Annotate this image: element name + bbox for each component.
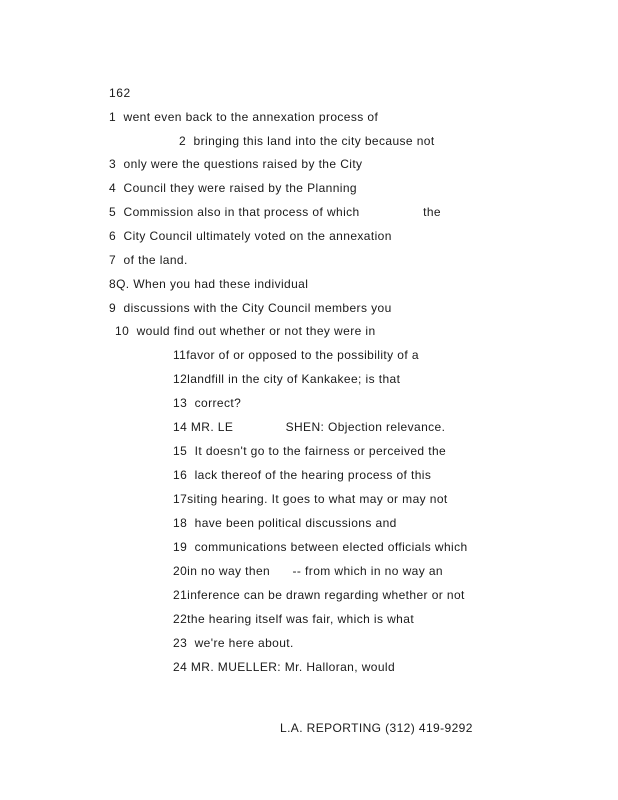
transcript-line: 13 correct? bbox=[173, 396, 242, 410]
transcript-line: 10 would find out whether or not they were in bbox=[115, 324, 376, 338]
transcript-line: 24 MR. MUELLER: Mr. Halloran, would bbox=[173, 660, 396, 674]
transcript-line: 15 It doesn't go to the fairness or perceived the bbox=[173, 444, 447, 458]
transcript-line: 2 bringing this land into the city because not bbox=[179, 134, 435, 148]
transcript-line: 11favor of or opposed to the possibility of a bbox=[173, 348, 419, 362]
transcript-line: 14 MR. LE SHEN: Objection relevance. bbox=[173, 420, 446, 434]
transcript-line: 6 City Council ultimately voted on the annexation bbox=[109, 229, 392, 243]
transcript-line: 23 we're here about. bbox=[173, 636, 294, 650]
transcript-line: 22the hearing itself was fair, which is what bbox=[173, 612, 415, 626]
transcript-line: 20in no way then -- from which in no way an bbox=[173, 564, 443, 578]
transcript-line: 1 went even back to the annexation process of bbox=[109, 110, 379, 124]
transcript-line: 9 discussions with the City Council members you bbox=[109, 301, 392, 315]
transcript-line: 4 Council they were raised by the Planning bbox=[109, 181, 358, 195]
transcript-line: 12landfill in the city of Kankakee; is that bbox=[173, 372, 401, 386]
transcript-line: 17siting hearing. It goes to what may or may not bbox=[173, 492, 448, 506]
transcript-line: 18 have been political discussions and bbox=[173, 516, 397, 530]
transcript-line: 5 Commission also in that process of which the bbox=[109, 205, 441, 219]
transcript-line: 19 communications between elected officials which bbox=[173, 540, 468, 554]
transcript-line: 3 only were the questions raised by the City bbox=[109, 157, 363, 171]
reporter-footer: L.A. REPORTING (312) 419-9292 bbox=[280, 721, 473, 735]
transcript-line: 7 of the land. bbox=[109, 253, 188, 267]
transcript-line: 8Q. When you had these individual bbox=[109, 277, 309, 291]
transcript-line: 16 lack thereof of the hearing process of this bbox=[173, 468, 432, 482]
page-number: 162 bbox=[109, 86, 131, 100]
transcript-line: 21inference can be drawn regarding whether or not bbox=[173, 588, 465, 602]
